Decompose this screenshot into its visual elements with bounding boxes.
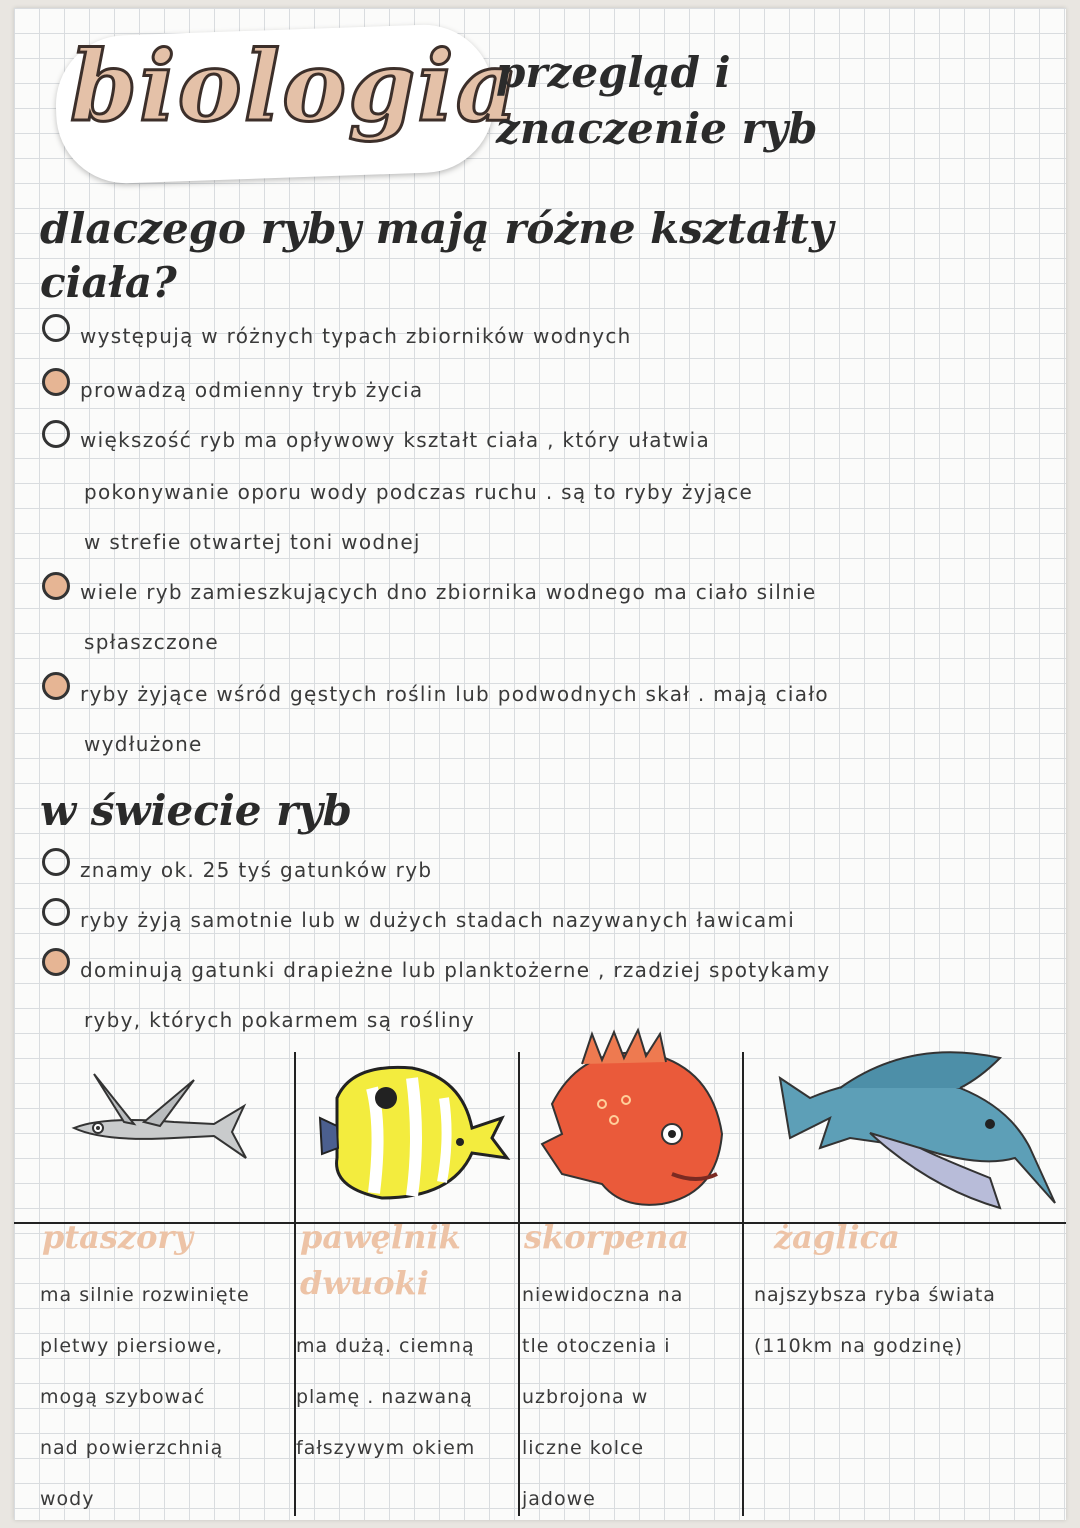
section2-line-4: ryby, których pokarmem są rośliny — [84, 1008, 475, 1032]
section1-heading-line-1: dlaczego ryby mają różne kształty — [40, 204, 834, 253]
section1-line-5: w strefie otwartej toni wodnej — [84, 530, 421, 554]
column-4-text — [754, 1270, 996, 1372]
section1-line-6: wiele ryb zamieszkujących dno zbiornika wodnego ma ciało silnie — [80, 580, 817, 604]
section1-line-7: spłaszczone — [84, 630, 219, 654]
section1-line-3: większość ryb ma opływowy kształt ciała , który ułatwia — [80, 428, 711, 452]
bullet-icon — [42, 672, 70, 700]
cell-line: tle otoczenia i — [522, 1335, 671, 1357]
table-divider — [518, 1052, 520, 1516]
section1-line-1: występują w różnych typach zbiorników wodnych — [80, 324, 632, 348]
section2-line-3: dominują gatunki drapieżne lub planktożerne , rzadziej spotykamy — [80, 958, 831, 982]
section1-line-9: wydłużone — [84, 732, 203, 756]
cell-line: liczne kolce — [522, 1437, 645, 1459]
section2-line-2: ryby żyją samotnie lub w dużych stadach nazywanych ławicami — [80, 908, 796, 932]
subtitle-line-1: przegląd i — [496, 48, 731, 97]
section1-heading-line-2: ciała? — [40, 258, 177, 307]
cell-line: niewidoczna na — [522, 1284, 684, 1306]
cell-line: jadowe — [522, 1488, 596, 1510]
cell-line: wody — [40, 1488, 95, 1510]
section1-line-4: pokonywanie oporu wody podczas ruchu . są to ryby żyjące — [84, 480, 754, 504]
cell-line: plamę . nazwaną — [296, 1386, 473, 1408]
cell-line: (110km na godzinę) — [754, 1335, 964, 1357]
subtitle-line-2: znaczenie ryb — [496, 104, 818, 153]
bullet-icon — [42, 368, 70, 396]
fish-name-zaglica: żaglica — [774, 1218, 900, 1256]
cell-line — [296, 1270, 475, 1321]
bullet-icon — [42, 948, 70, 976]
flying-fish-icon — [64, 1066, 254, 1186]
bullet-icon — [42, 420, 70, 448]
column-2-text — [296, 1270, 475, 1474]
fish-name-skorpena: skorpena — [524, 1218, 690, 1256]
cell-line: nad powierzchnią — [40, 1437, 224, 1459]
cell-line: fałszywym okiem — [296, 1437, 476, 1459]
section1-line-8: ryby żyjące wśród gęstych roślin lub podwodnych skał . mają ciało — [80, 682, 829, 706]
bullet-icon — [42, 848, 70, 876]
column-1-text — [40, 1270, 250, 1525]
fish-name-pawelnik-2: dwuoki — [300, 1264, 429, 1302]
column-3-text — [522, 1270, 683, 1525]
section2-heading: w świecie ryb — [40, 786, 353, 835]
page-title: biologia — [70, 30, 520, 143]
bullet-icon — [42, 572, 70, 600]
cell-line: uzbrojona w — [522, 1386, 649, 1408]
bullet-icon — [42, 314, 70, 342]
sailfish-icon — [760, 1028, 1060, 1228]
cell-line: najszybsza ryba świata — [754, 1284, 996, 1306]
butterflyfish-icon — [312, 1058, 512, 1208]
table-divider — [742, 1052, 744, 1516]
cell-line: pletwy piersiowe, — [40, 1335, 224, 1357]
scorpionfish-icon — [522, 1024, 742, 1214]
bullet-icon — [42, 898, 70, 926]
notebook-page — [14, 8, 1066, 1520]
fish-name-pawelnik: pawęlnik — [300, 1218, 461, 1256]
cell-line: ma dużą. ciemną — [296, 1335, 475, 1357]
section2-line-1: znamy ok. 25 tyś gatunków ryb — [80, 858, 433, 882]
fish-name-ptaszory: ptaszory — [42, 1218, 193, 1256]
cell-line: mogą szybować — [40, 1386, 206, 1408]
cell-line: ma silnie rozwinięte — [40, 1284, 250, 1306]
section1-line-2: prowadzą odmienny tryb życia — [80, 378, 424, 402]
